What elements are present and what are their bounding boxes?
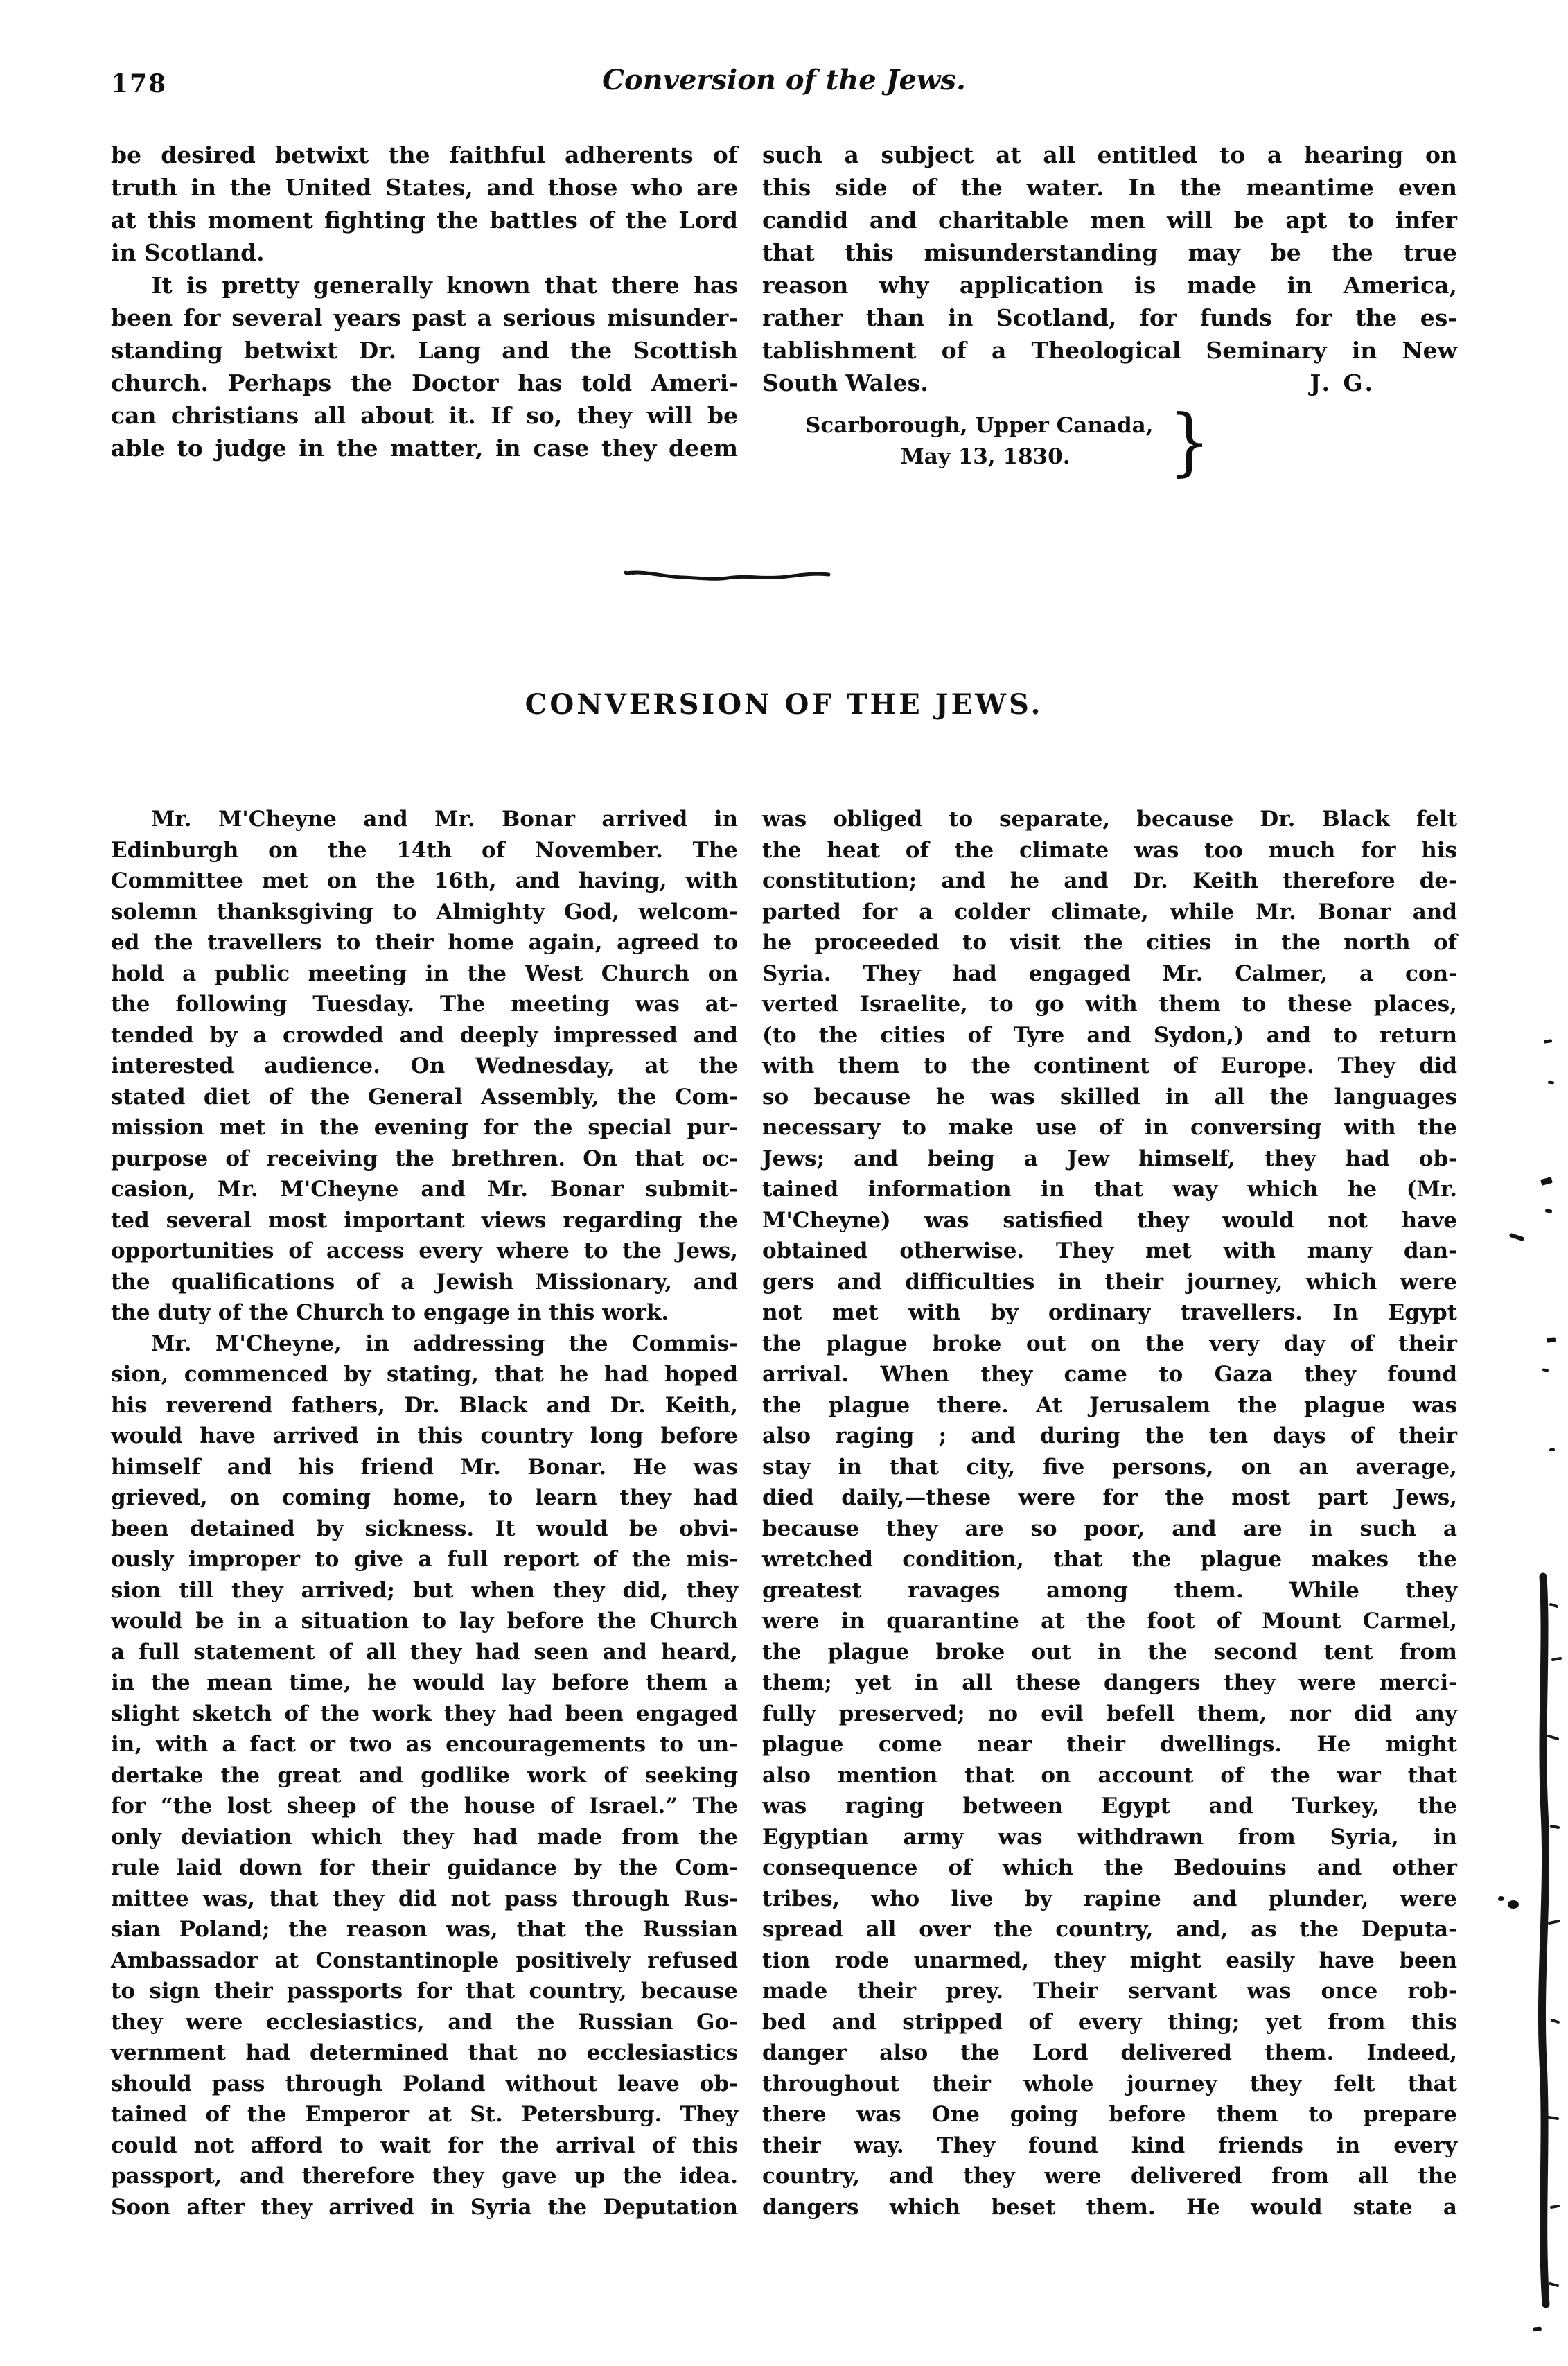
text-line: (to the cities of Tyre and Sydon,) and to return	[762, 1022, 1457, 1048]
text-line: dangers which beset them. He would state a	[762, 2194, 1457, 2220]
running-title: Conversion of the Jews.	[602, 64, 966, 96]
text-line: that this misunderstanding may be the true	[762, 239, 1457, 266]
text-line: their way. They found kind friends in every	[762, 2132, 1457, 2158]
top-section	[111, 139, 1457, 484]
article-right-column	[762, 804, 1457, 2223]
text-line: there was One going before them to prepare	[762, 2102, 1457, 2127]
top-left-column	[111, 139, 738, 473]
page-number: 178	[111, 69, 168, 98]
text-line: can christians all about it. If so, they will be	[111, 402, 738, 429]
text-line: ed the travellers to their home again, agreed to	[111, 930, 738, 955]
text-line: mission met in the evening for the special pur-	[111, 1115, 738, 1140]
top-right-lines	[762, 139, 1457, 367]
text-line: necessary to make use of in conversing with the	[762, 1115, 1457, 1140]
text-line: constitution; and he and Dr. Keith therefore de-	[762, 868, 1457, 893]
text-line: tion rode unarmed, they might easily have been	[762, 1947, 1457, 1973]
text-line: wretched condition, that the plague makes the	[762, 1547, 1457, 1572]
text-line: Syria. They had engaged Mr. Calmer, a con-	[762, 961, 1457, 986]
dateline-place: Scarborough, Upper Canada,	[805, 413, 1154, 438]
text-line: the duty of the Church to engage in this work.	[111, 1300, 669, 1325]
text-line: so because he was skilled in all the languages	[762, 1084, 1457, 1110]
dateline-text	[805, 410, 1165, 473]
text-line: standing betwixt Dr. Lang and the Scottish	[111, 337, 738, 364]
text-line: Egyptian army was withdrawn from Syria, in	[762, 1824, 1457, 1850]
text-line: dertake the great and godlike work of seeking	[111, 1762, 738, 1788]
text-line: they were ecclesiastics, and the Russian Go-	[111, 2009, 738, 2035]
text-line: country, and they were delivered from all the	[762, 2164, 1457, 2189]
text-line: passport, and therefore they gave up the idea.	[111, 2164, 738, 2189]
text-line: arrival. When they came to Gaza they found	[762, 1362, 1457, 1387]
text-line: M'Cheyne) was satisfied they would not have	[762, 1207, 1457, 1233]
text-line: interested audience. On Wednesday, at the	[111, 1053, 738, 1078]
author-initials: J. G.	[1310, 369, 1375, 396]
text-line: obtained otherwise. They met with many dan-	[762, 1238, 1457, 1263]
text-line: for “the lost sheep of the house of Israel.” The	[111, 1794, 738, 1819]
text-line: casion, Mr. M'Cheyne and Mr. Bonar submit-	[111, 1177, 738, 1202]
text-line: slight sketch of the work they had been engaged	[111, 1701, 738, 1726]
text-line: greatest ravages among them. While they	[762, 1577, 1457, 1603]
text-line: truth in the United States, and those who are	[111, 174, 738, 201]
text-line: Mr. M'Cheyne and Mr. Bonar arrived in	[151, 807, 738, 832]
text-line: stated diet of the General Assembly, the Com-	[111, 1084, 738, 1110]
text-line: fully preserved; no evil befell them, nor did any	[762, 1701, 1457, 1726]
text-line: in Scotland.	[111, 239, 265, 266]
dateline-brace: }	[1168, 398, 1211, 484]
page-header	[111, 64, 1457, 105]
text-line: would have arrived in this country long before	[111, 1423, 738, 1448]
text-line: spread all over the country, and, as the Deputa-	[762, 1917, 1457, 1942]
text-line: solemn thanksgiving to Almighty God, welcom-	[111, 899, 738, 925]
text-line: at this moment fighting the battles of the Lord	[111, 207, 738, 234]
text-line: was raging between Egypt and Turkey, the	[762, 1794, 1457, 1819]
article-body	[111, 804, 1457, 2223]
text-line: could not afford to wait for the arrival of this	[111, 2132, 738, 2158]
text-line: church. Perhaps the Doctor has told Ameri-	[111, 369, 738, 396]
text-line: himself and his friend Mr. Bonar. He was	[111, 1454, 738, 1480]
text-line: ted several most important views regarding the	[111, 1207, 738, 1233]
text-line: opportunities of access every where to the Jews,	[111, 1238, 738, 1263]
section-divider	[624, 568, 831, 585]
text-line: in, with a fact or two as encouragements to un-	[111, 1732, 738, 1757]
text-line: because they are so poor, and are in such a	[762, 1516, 1457, 1541]
signature-line	[762, 367, 1457, 399]
text-line: sion, commenced by stating, that he had hoped	[111, 1362, 738, 1387]
text-line: tablishment of a Theological Seminary in New	[762, 337, 1457, 364]
text-line: vernment had determined that no ecclesiastics	[111, 2040, 738, 2065]
article-heading: CONVERSION OF THE JEWS.	[525, 688, 1043, 721]
scan-streak	[1528, 1563, 1566, 2325]
text-line: also mention that on account of the war that	[762, 1762, 1457, 1788]
text-line: the qualifications of a Jewish Missionary, and	[111, 1269, 738, 1295]
text-line: gers and difficulties in their journey, which were	[762, 1269, 1457, 1295]
text-line: tained of the Emperor at St. Petersburg. They	[111, 2102, 738, 2127]
text-line: stay in that city, five persons, on an average,	[762, 1454, 1457, 1480]
text-line: were in quarantine at the foot of Mount Carmel,	[762, 1609, 1457, 1633]
text-line: Mr. M'Cheyne, in addressing the Commis-	[151, 1331, 738, 1356]
text-line: the plague broke out on the very day of their	[762, 1331, 1457, 1356]
text-line: Edinburgh on the 14th of November. The	[111, 837, 738, 863]
text-line: plague come near their dwellings. He might	[762, 1732, 1457, 1757]
text-line: able to judge in the matter, in case they deem	[111, 435, 738, 462]
text-line: purpose of receiving the brethren. On that oc-	[111, 1146, 738, 1171]
text-line: with them to the continent of Europe. They did	[762, 1053, 1457, 1078]
text-line: bed and stripped of every thing; yet from this	[762, 2009, 1457, 2035]
text-line: ously improper to give a full report of the mis-	[111, 1547, 738, 1572]
text-line: been for several years past a serious misunder-	[111, 304, 738, 331]
text-line: grieved, on coming home, to learn they had	[111, 1485, 738, 1510]
text-line: Soon after they arrived in Syria the Deputation	[111, 2194, 738, 2220]
article-left-column	[111, 804, 738, 2223]
text-line: Jews; and being a Jew himself, they had ob-	[762, 1146, 1457, 1171]
text-line: the following Tuesday. The meeting was at-	[111, 992, 738, 1017]
text-line: died daily,—these were for the most part Jews,	[762, 1485, 1457, 1510]
text-line: the heat of the climate was too much for his	[762, 837, 1457, 863]
text-line: only deviation which they had made from the	[111, 1824, 738, 1850]
text-line: was obliged to separate, because Dr. Black felt	[762, 807, 1457, 832]
text-line: sian Poland; the reason was, that the Russian	[111, 1917, 738, 1942]
text-line: tribes, who live by rapine and plunder, were	[762, 1886, 1457, 1911]
text-line: would be in a situation to lay before the Church	[111, 1609, 738, 1633]
dateline-date: May 13, 1830.	[900, 444, 1071, 469]
text-line: such a subject at all entitled to a hearing on	[762, 141, 1457, 168]
text-line: tended by a crowded and deeply impressed and	[111, 1022, 738, 1048]
text-line: his reverend fathers, Dr. Black and Dr. Keith,	[111, 1392, 738, 1418]
text-line: parted for a colder climate, while Mr. Bonar and	[762, 899, 1457, 925]
text-line: tained information in that way which he (Mr.	[762, 1177, 1457, 1202]
text-line: rather than in Scotland, for funds for the es-	[762, 304, 1457, 331]
text-line: he proceeded to visit the cities in the north of	[762, 930, 1457, 955]
text-line: danger also the Lord delivered them. Indeed,	[762, 2040, 1457, 2065]
text-line: hold a public meeting in the West Church on	[111, 961, 738, 986]
top-right-column	[762, 139, 1457, 484]
text-line: sion till they arrived; but when they did, they	[111, 1577, 738, 1603]
dateline	[805, 398, 1457, 484]
text-line: also raging ; and during the ten days of their	[762, 1423, 1457, 1448]
text-line: not met with by ordinary travellers. In Egypt	[762, 1300, 1457, 1325]
text-line: consequence of which the Bedouins and other	[762, 1855, 1457, 1880]
text-line: reason why application is made in America,	[762, 272, 1457, 299]
text-line: made their prey. Their servant was once rob-	[762, 1979, 1457, 2004]
text-line: to sign their passports for that country, because	[111, 1979, 738, 2004]
text-line: throughout their whole journey they felt that	[762, 2071, 1457, 2096]
text-line: should pass through Poland without leave ob-	[111, 2071, 738, 2096]
text-line: mittee was, that they did not pass through Rus-	[111, 1886, 738, 1911]
text-line: been detained by sickness. It would be obvi-	[111, 1516, 738, 1541]
text-line: them; yet in all these dangers they were merci-	[762, 1670, 1457, 1695]
text-line: It is pretty generally known that there has	[151, 272, 738, 299]
text-line: candid and charitable men will be apt to infer	[762, 207, 1457, 234]
text-line: Committee met on the 16th, and having, with	[111, 868, 738, 893]
text-line: the plague broke out in the second tent from	[762, 1639, 1457, 1665]
text-line: a full statement of all they had seen and heard,	[111, 1639, 738, 1665]
paragraph-end: South Wales.	[762, 369, 928, 396]
text-line: verted Israelite, to go with them to these places,	[762, 992, 1457, 1017]
text-line: rule laid down for their guidance by the Com-	[111, 1855, 738, 1880]
text-line: be desired betwixt the faithful adherents of	[111, 141, 738, 168]
text-line: this side of the water. In the meantime even	[762, 174, 1457, 201]
text-line: Ambassador at Constantinople positively refused	[111, 1947, 738, 1973]
text-line: the plague there. At Jerusalem the plague was	[762, 1392, 1457, 1418]
text-line: in the mean time, he would lay before them a	[111, 1670, 738, 1695]
